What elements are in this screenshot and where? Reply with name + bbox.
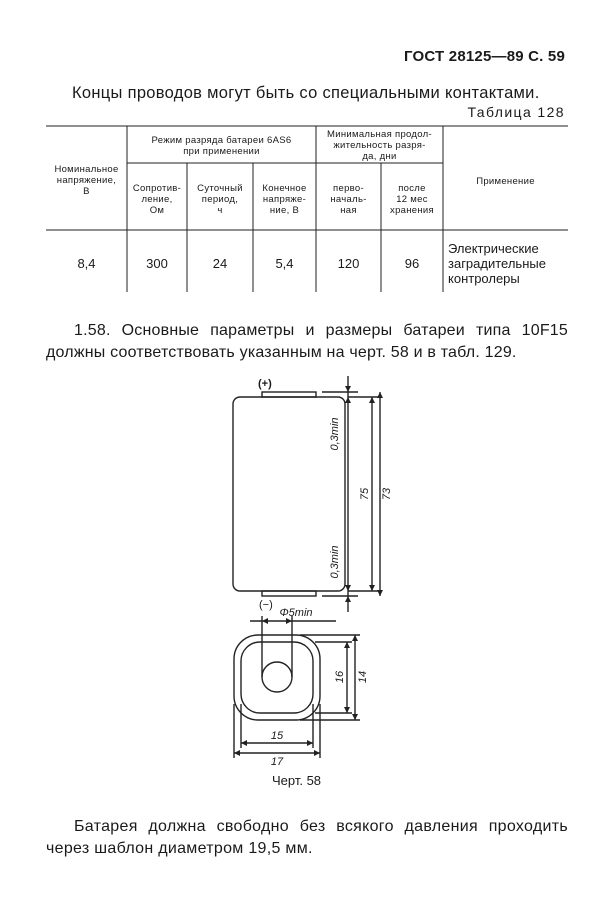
cell-nominal-voltage: 8,4 [77,256,96,271]
header-final-voltage: Конечное напряже- ние, В [262,183,307,216]
paragraph-1-58: 1.58. Основные параметры и размеры батареи типа 10F15 должны соответствовать указанным на черт. 58 и в табл. 129. [46,322,568,361]
cell-initial: 120 [337,256,360,271]
cell-daily-period: 24 [212,256,228,271]
dim-body: 75 [359,487,371,501]
table-caption: Таблица 128 [467,104,565,120]
header-initial: перво- началь- ная [330,183,367,216]
header-after-storage: после 12 мес хранения [390,183,434,216]
header-min-duration: Минимальная продол- жительность разря- да, дни [327,129,432,162]
header-daily-period: Суточный период, ч [197,183,243,216]
dim-terminal: Φ5min [279,607,313,619]
cell-final-voltage: 5,4 [275,256,294,271]
header-resistance: Сопротив- ление, Ом [132,183,182,216]
cell-application: Электрические заградительные контролеры [448,241,546,286]
plus-label: (+) [258,378,272,390]
positive-terminal [262,392,316,397]
header-application: Применение [476,176,535,187]
figure-caption: Черт. 58 [272,773,322,788]
minus-label: (−) [259,599,273,611]
dim-top-gap: 0,3min [329,417,341,451]
negative-terminal [262,591,316,596]
cell-after-storage: 96 [404,256,420,271]
drawing-58 [0,374,613,774]
dim-side-outer: 16 [334,670,346,684]
page-header: ГОСТ 28125—89 С. 59 [404,48,565,65]
header-discharge-mode: Режим разряда батареи 6AS6 при применении [151,135,292,157]
dim-total: 73 [381,487,393,501]
dim-side-inner: 14 [357,670,369,684]
cell-resistance: 300 [146,256,168,271]
table-128 [46,124,568,292]
battery-inner-outline [241,642,313,713]
header-nominal-voltage: Номинальное напряжение, В [54,164,119,197]
dim-bottom-inner: 15 [270,730,284,742]
battery-drawing [0,374,613,774]
terminal-circle [262,662,292,692]
dim-bottom-gap: 0,3min [329,545,341,579]
closing-paragraph: Батарея должна свободно без всякого давления проходить через шаблон диаметром 19,5 мм. [46,818,568,857]
intro-paragraph: Концы проводов могут быть со специальными контактами. [72,84,540,102]
dim-bottom-outer: 17 [270,756,284,768]
